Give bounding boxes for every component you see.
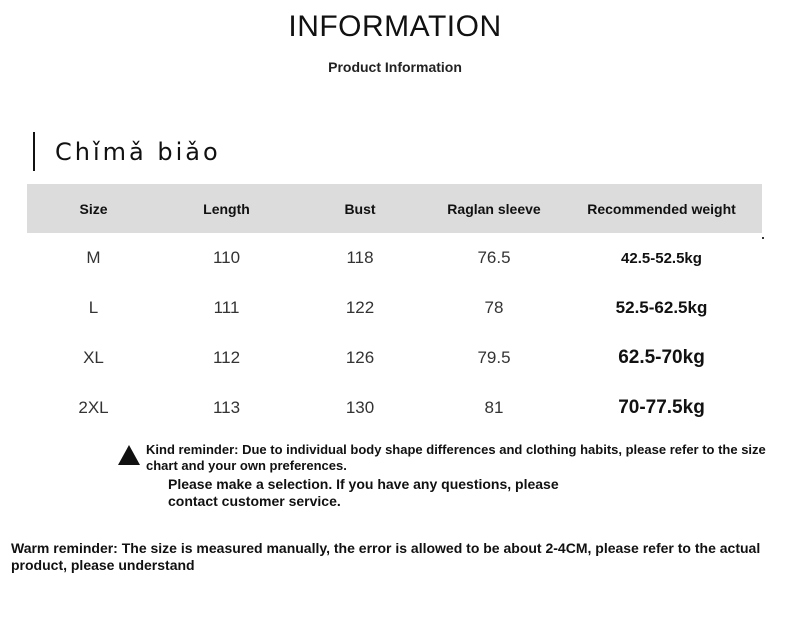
section-title: Chǐmǎ biǎo xyxy=(55,138,221,166)
cell-raglan-sleeve: 79.5 xyxy=(477,348,511,367)
table-row xyxy=(27,233,762,283)
cell-weight: 62.5-70kg xyxy=(618,347,705,368)
cell-length: 111 xyxy=(213,298,240,317)
cell-raglan-sleeve: 76.5 xyxy=(477,248,511,267)
header-size: Size xyxy=(27,184,160,233)
cell-bust: 122 xyxy=(345,298,375,317)
cell-size: L xyxy=(88,298,99,317)
page-subtitle: Product Information xyxy=(328,59,462,75)
kind-reminder-note: Kind reminder: Due to individual body shape differences and clothing habits, please refer to the size chart and your own preferences. xyxy=(146,442,766,473)
warm-reminder-note: Warm reminder: The size is measured manually, the error is allowed to be about 2-4CM, please refer to the actual product, please understand xyxy=(11,540,761,573)
cell-length: 110 xyxy=(212,248,241,267)
cell-size: XL xyxy=(83,348,104,367)
cell-bust: 130 xyxy=(345,398,375,417)
cell-size: 2XL xyxy=(78,398,109,417)
header-recommended-weight: Recommended weight xyxy=(561,184,762,233)
warning-triangle-icon xyxy=(117,444,141,466)
cell-length: 113 xyxy=(212,398,241,417)
decorative-dot xyxy=(762,237,764,239)
cell-bust: 118 xyxy=(346,248,374,267)
section-accent-bar xyxy=(33,132,35,171)
header-bust: Bust xyxy=(293,184,427,233)
cell-raglan-sleeve: 81 xyxy=(484,398,504,417)
cell-size: M xyxy=(86,248,101,267)
selection-note: Please make a selection. If you have any questions, please contact customer service. xyxy=(168,476,559,509)
cell-weight: 52.5-62.5kg xyxy=(615,298,708,317)
table-header-row xyxy=(27,184,762,233)
cell-bust: 126 xyxy=(345,348,375,367)
size-chart-table xyxy=(27,184,762,433)
table-row xyxy=(27,383,762,433)
header-raglan-sleeve: Raglan sleeve xyxy=(427,184,561,233)
table-row xyxy=(27,333,762,383)
page-title: INFORMATION xyxy=(288,10,502,43)
cell-weight: 42.5-52.5kg xyxy=(621,249,702,267)
table-row xyxy=(27,283,762,333)
cell-weight: 70-77.5kg xyxy=(618,397,705,418)
cell-length: 112 xyxy=(212,348,241,367)
header-length: Length xyxy=(160,184,293,233)
cell-raglan-sleeve: 78 xyxy=(484,298,504,317)
